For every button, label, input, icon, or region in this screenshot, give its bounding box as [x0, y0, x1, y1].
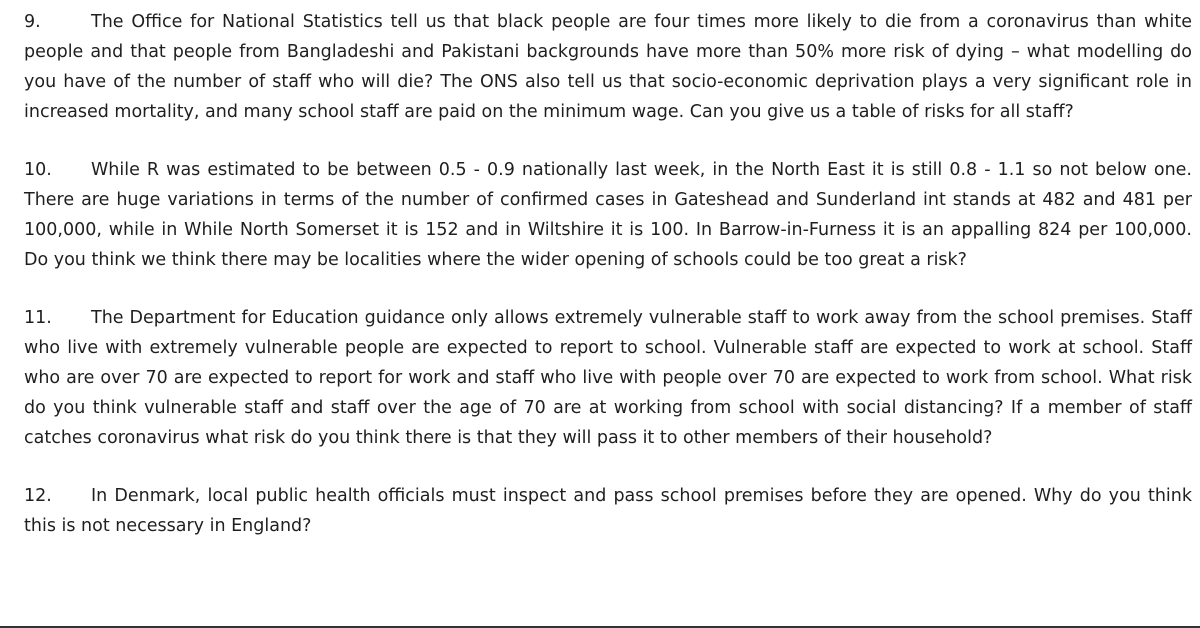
- question-text: In Denmark, local public health officials must inspect and pass school premises before they are opened. Why do you think this is not necessary in England?: [24, 486, 1192, 536]
- question-text: While R was estimated to be between 0.5 - 0.9 nationally last week, in the North East it is still 0.8 - 1.1 so not below one. There are huge variations in terms of the number of confirmed cases in Gateshead and Sunderland int stands at 482 and 481 per 100,000, while in While North Somerset it is 152 and in Wiltshire it is 100. In Barrow-in-Furness it is an appalling 824 per 100,000. Do you think we think there may be localities where the wider opening of schools could be too great a risk?: [24, 160, 1192, 270]
- question-12: [24, 481, 1192, 541]
- question-number: 9.: [24, 12, 41, 32]
- question-11: [24, 303, 1192, 453]
- question-9: [24, 7, 1192, 127]
- question-number: 10.: [24, 160, 52, 180]
- question-text: The Department for Education guidance only allows extremely vulnerable staff to work away from the school premises. Staff who live with extremely vulnerable people are expected to report to school. Vulnerable staff are expected to work at school. Staff who are over 70 are expected to report for work and staff who live with people over 70 are expected to work from school. What risk do you think vulnerable staff and staff over the age of 70 are at working from school with social distancing? If a member of staff catches coronavirus what risk do you think there is that they will pass it to other members of their household?: [24, 308, 1192, 448]
- question-number: 11.: [24, 308, 52, 328]
- question-10: [24, 155, 1192, 275]
- question-number: 12.: [24, 486, 52, 506]
- document-body: [24, 7, 1192, 541]
- question-text: The Office for National Statistics tell us that black people are four times more likely to die from a coronavirus than white people and that people from Bangladeshi and Pakistani backgrounds have more than 50% more risk of dying – what modelling do you have of the number of staff who will die? The ONS also tell us that socio-economic deprivation plays a very significant role in increased mortality, and many school staff are paid on the minimum wage. Can you give us a table of risks for all staff?: [24, 12, 1192, 122]
